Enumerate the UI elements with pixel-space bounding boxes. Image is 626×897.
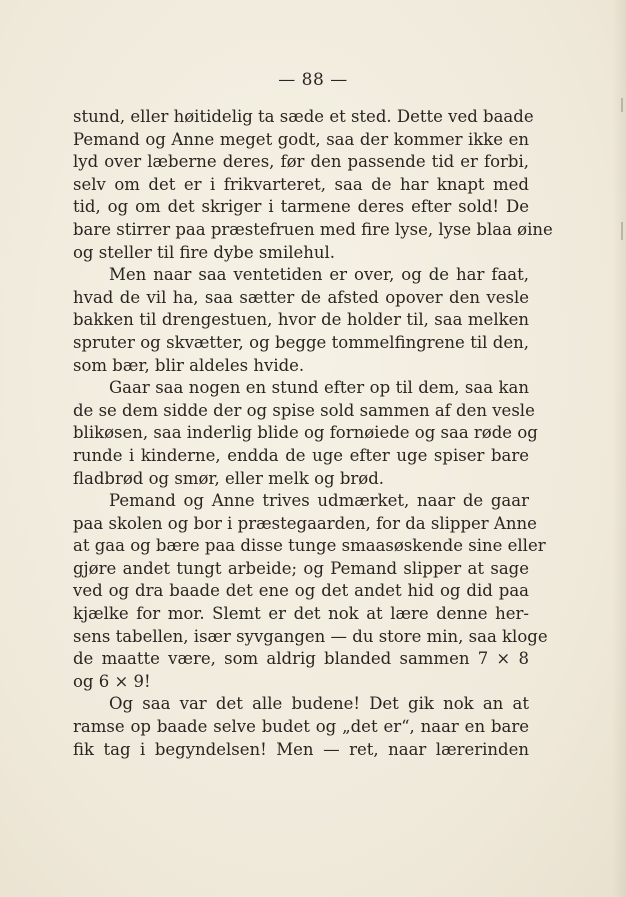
text-line: hvad de vil ha, saa sætter de afsted opover den vesle xyxy=(73,287,529,307)
text-line: kjælke for mor. Slemt er det nok at lære denne her- xyxy=(73,604,529,624)
page-number-header: — 88 — xyxy=(278,70,348,90)
text-line: Og saa var det alle budene! Det gik nok an at xyxy=(109,694,529,714)
page-edge-shadow xyxy=(612,0,626,897)
text-line: Pemand og Anne trives udmærket, naar de gaar xyxy=(109,491,529,511)
text-line: bakken til drengestuen, hvor de holder til, saa melken xyxy=(73,310,529,330)
text-line: de maatte være, som aldrig blanded sammen 7 × 8 xyxy=(73,649,529,669)
text-line: stund, eller høitidelig ta sæde et sted. Dette ved baade xyxy=(73,107,534,126)
body-text xyxy=(73,106,553,761)
text-line: og steller til fire dybe smilehul. xyxy=(73,242,336,262)
text-line: fik tag i begyndelsen! Men — ret, naar lærerinden xyxy=(73,739,529,759)
margin-mark xyxy=(621,98,623,112)
text-line: lyd over læberne deres, før den passende tid er forbi, xyxy=(73,152,529,172)
text-line: som bær, blir aldeles hvide. xyxy=(73,355,305,375)
text-line: ramse op baade selve budet og „det er“, naar en bare xyxy=(73,717,529,737)
text-line: paa skolen og bor i præstegaarden, for da slipper Anne xyxy=(73,513,537,533)
text-line: og 6 × 9! xyxy=(73,671,151,691)
text-line: sens tabellen, især syvgangen — du store min, saa kloge xyxy=(73,626,548,646)
text-line: blikøsen, saa inderlig blide og fornøiede og saa røde og xyxy=(73,423,538,443)
text-line: ved og dra baade det ene og det andet hid og did paa xyxy=(73,581,529,601)
margin-mark xyxy=(621,222,623,240)
text-line: bare stirrer paa præstefruen med fire lyse, lyse blaa øine xyxy=(73,219,553,239)
text-line: at gaa og bære paa disse tunge smaasøskende sine eller xyxy=(73,536,546,556)
text-line: Men naar saa ventetiden er over, og de har faat, xyxy=(109,265,529,285)
text-line: de se dem sidde der og spise sold sammen af den vesle xyxy=(73,400,535,420)
text-line: fladbrød og smør, eller melk og brød. xyxy=(73,468,385,488)
text-line: spruter og skvætter, og begge tommelfingrene til den, xyxy=(73,332,529,352)
text-line: Gaar saa nogen en stund efter op til dem, saa kan xyxy=(109,378,529,398)
text-line: selv om det er i frikvarteret, saa de har knapt med xyxy=(73,174,529,194)
text-line: runde i kinderne, endda de uge efter uge spiser bare xyxy=(73,445,529,465)
text-line: tid, og om det skriger i tarmene deres efter sold! De xyxy=(73,197,529,217)
text-line: Pemand og Anne meget godt, saa der kommer ikke en xyxy=(73,129,529,149)
text-line: gjøre andet tungt arbeide; og Pemand slipper at sage xyxy=(73,558,529,578)
